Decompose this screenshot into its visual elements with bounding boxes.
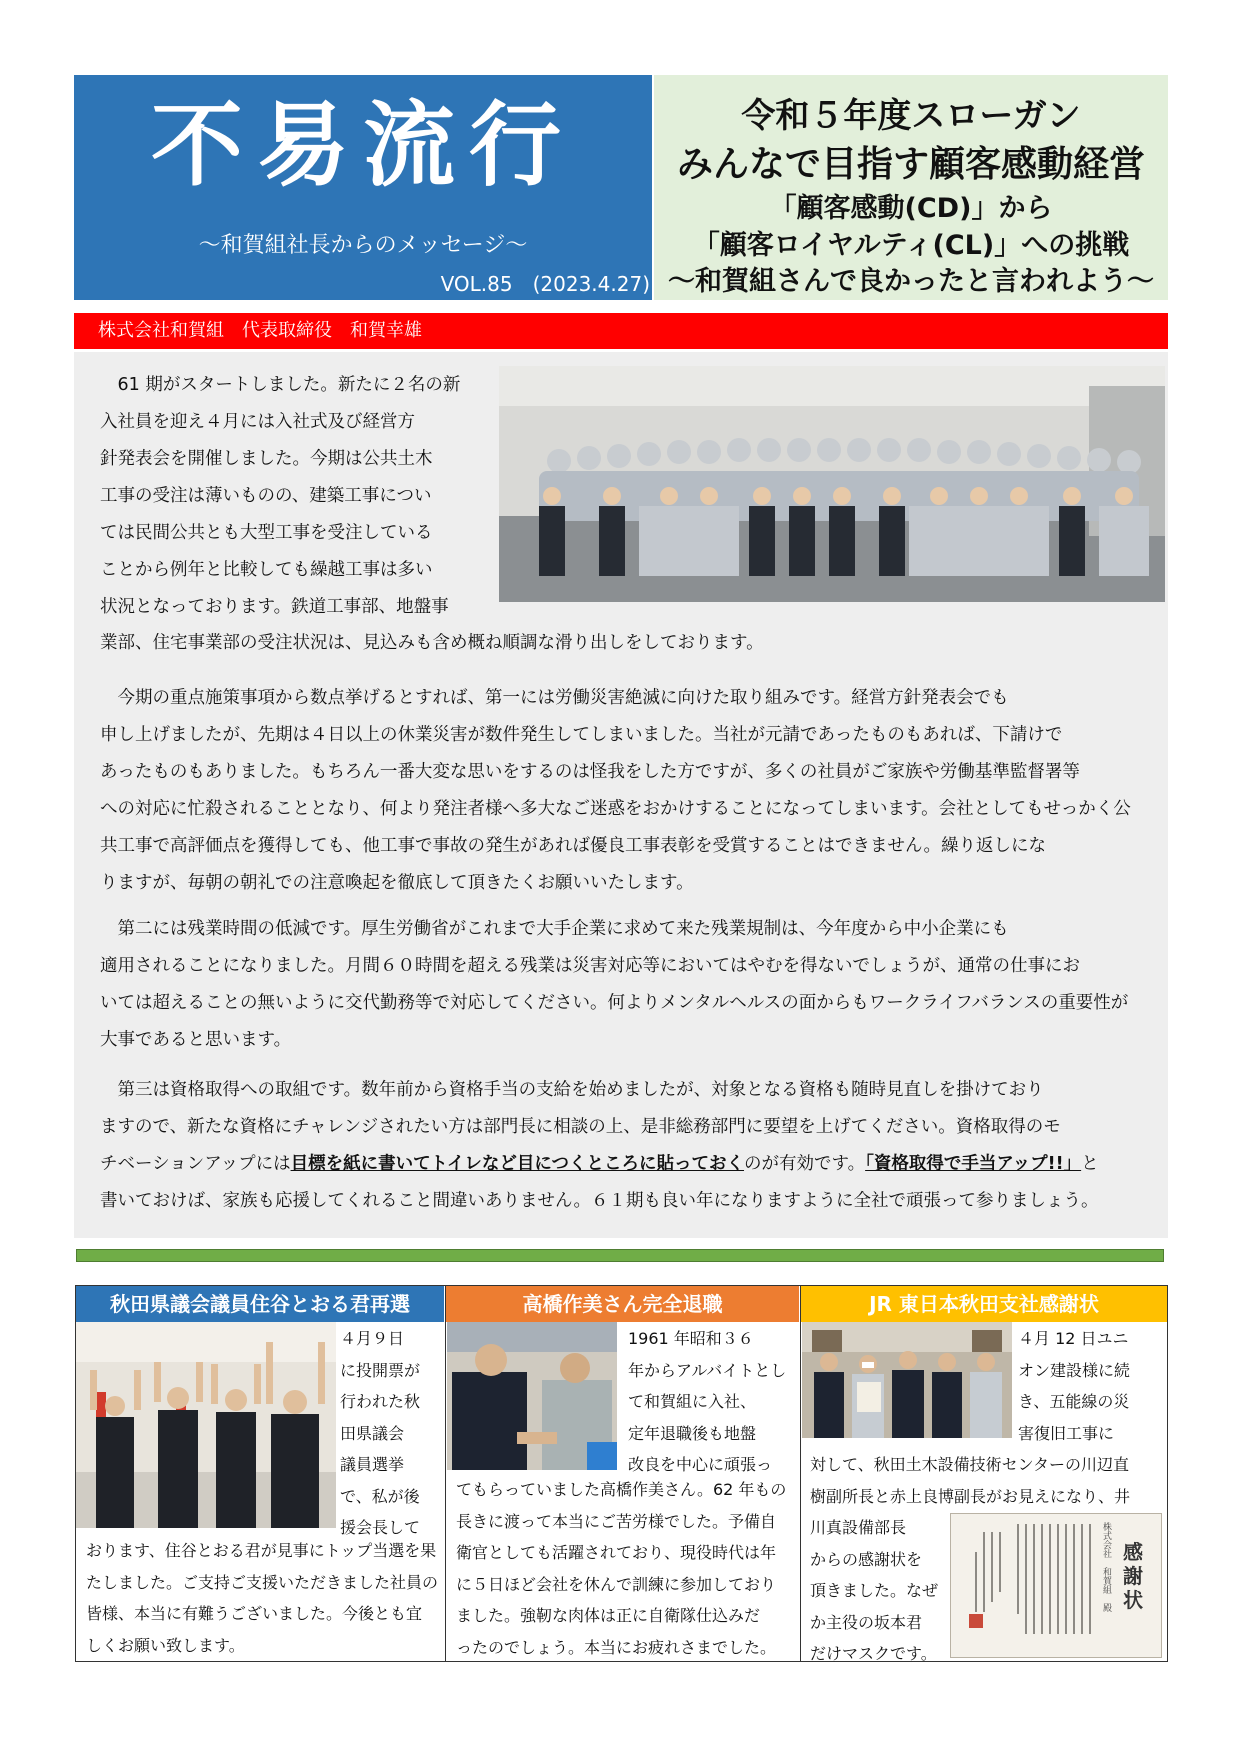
text-line: 援会長して <box>340 1518 421 1537</box>
text-line: ったのでしょう。本当にお疲れさまでした。 <box>456 1637 777 1657</box>
text-line: 樹副所長と赤上良博副長がお見えになり、井 <box>810 1486 1131 1506</box>
text-line: 長きに渡って本当にご苦労様でした。予備自 <box>456 1511 777 1531</box>
text-line: 大事であると思います。 <box>100 1030 292 1050</box>
text-line: オン建設様に続 <box>1018 1360 1131 1380</box>
column-text <box>1018 1323 1166 1449</box>
slogan-line: ～和賀組さんで良かったと言われよう～ <box>668 266 1154 297</box>
newsletter-subtitle: ～和賀組社長からのメッセージ～ <box>198 233 528 258</box>
text-line: 書いておけば、家族も応援してくれること間違いありません。６１期も良い年になりますように全社で頑張って参りましょう。 <box>100 1191 1099 1211</box>
text-line: 1961 年昭和３６ <box>628 1329 754 1348</box>
column-text <box>810 1512 945 1670</box>
certificate-text-lines <box>959 1522 1099 1650</box>
emphasis-text: 「資格取得で手当アップ!!」 <box>865 1154 1082 1174</box>
author-bar: 株式会社和賀組 代表取締役 和賀幸雄 <box>74 313 1168 349</box>
text-line: に５日ほど会社を休んで訓練に参加しており <box>456 1574 777 1594</box>
volume-date: VOL.85 (2023.4.27) <box>440 272 650 296</box>
award-photo <box>802 1322 1012 1438</box>
text-line: たしました。ご支持ご支援いただきました社員の <box>86 1572 439 1592</box>
column-text <box>340 1323 440 1544</box>
column-heading: 高橋作美さん完全退職 <box>446 1286 799 1322</box>
text-line: おります、住谷とおる君が見事にトップ当選を果 <box>86 1541 437 1560</box>
text-line: 適用されることになりました。月間６０時間を超える残業は災害対応等においてはやむを得ないでしょうが、通常の仕事にお <box>100 956 1080 976</box>
text-line: てもらっていました高橋作美さん。62 年もの <box>456 1480 787 1499</box>
slogan-line: みんなで目指す顧客感動経営 <box>676 144 1145 185</box>
text-line: 針発表会を開催しました。今期は公共土木 <box>100 449 433 469</box>
slogan-line: 令和５年度スローガン <box>741 96 1081 136</box>
group-photo <box>499 366 1165 602</box>
text-line: 第二には残業時間の低減です。厚生労働省がこれまで大手企業に求めて来た残業規制は、今年度から中小企業にも <box>100 919 1009 939</box>
column-text <box>810 1449 1166 1512</box>
certificate-title: 感謝状 <box>1123 1540 1143 1612</box>
text-span: と <box>1081 1154 1099 1174</box>
text-line: 第三は資格取得への取組です。数年前から資格手当の支給を始めましたが、対象となる資格も随時見直しを掛けており <box>100 1080 1044 1100</box>
paragraph-4 <box>100 1072 1140 1220</box>
column-heading: JR 東日本秋田支社感謝状 <box>801 1286 1167 1322</box>
text-line <box>100 1146 1140 1183</box>
retirement-photo-image <box>447 1322 617 1470</box>
emphasis-text: 目標を紙に書いてトイレなど目につくところに貼っておく <box>290 1154 745 1174</box>
paragraph-1 <box>100 367 484 626</box>
text-line: 川真設備部長 <box>810 1518 907 1537</box>
column-text <box>628 1323 800 1481</box>
text-line: 61 期がスタートしました。新たに２名の新 <box>100 375 461 395</box>
text-line: で、私が後 <box>340 1486 420 1506</box>
text-line: りますが、毎朝の朝礼での注意喚起を徹底して頂きたくお願いいたします。 <box>100 873 694 893</box>
text-line: 対して、秋田土木設備技術センターの川辺直 <box>810 1455 1130 1474</box>
retirement-photo <box>447 1322 617 1470</box>
election-photo <box>76 1322 336 1528</box>
text-line: 申し上げましたが、先期は４日以上の休業災害が数件発生してしまいました。当社が元請であったものもあれば、下請けで <box>100 725 1063 745</box>
text-line: 共工事で高評価点を獲得しても、他工事で事故の発生があれば優良工事表彰を受賞することはできません。繰り返しにな <box>100 836 1047 856</box>
text-line: ことから例年と比較しても繰越工事は多い <box>100 560 433 580</box>
text-line: 年からアルバイトとし <box>628 1360 787 1380</box>
text-line: 皆様、本当に有難うございました。今後とも宜 <box>86 1604 423 1623</box>
column-text <box>456 1474 800 1663</box>
text-line: ４月９日 <box>340 1329 405 1348</box>
column-divider <box>445 1286 446 1661</box>
section-divider <box>76 1249 1164 1262</box>
text-line: 頂きました。なぜ <box>810 1581 939 1600</box>
text-line: 工事の受注は薄いものの、建築工事につい <box>100 486 432 506</box>
slogan-line: 「顧客ロイヤルティ(CL)」への挑戦 <box>692 230 1130 261</box>
text-line: 入社員を迎え４月には入社式及び経営方 <box>100 412 415 432</box>
text-line: 議員選挙 <box>340 1455 405 1474</box>
column-heading: 秋田県議会議員住谷とおる君再選 <box>76 1286 444 1322</box>
text-line: 今期の重点施策事項から数点挙げるとすれば、第一には労働災害絶滅に向けた取り組みです。経営方針発表会でも <box>100 688 1009 708</box>
text-line: 業部、住宅事業部の受注状況は、見込みも含め概ね順調な滑り出しをしております。 <box>100 633 764 653</box>
text-line: 田県議会 <box>340 1423 405 1443</box>
text-line: て和賀組に入社、 <box>628 1392 757 1411</box>
paragraph-2 <box>100 680 1140 902</box>
column-divider <box>800 1286 801 1661</box>
text-line: いては超えることの無いように交代勤務等で対応してください。何よりメンタルヘルスの面からもワークライフバランスの重要性が <box>100 993 1129 1013</box>
text-span: チベーションアップには <box>100 1154 291 1174</box>
award-photo-image <box>802 1322 1012 1438</box>
text-line: あったものもありました。もちろん一番大変な思いをするのは怪我をした方ですが、多くの社員がご家族や労働基準監督署等 <box>100 762 1080 782</box>
election-photo-image <box>76 1322 336 1528</box>
text-line: き、五能線の災 <box>1018 1392 1130 1411</box>
text-line: からの感謝状を <box>810 1549 923 1569</box>
text-span: のが有効です。 <box>744 1154 866 1174</box>
slogan-line: 「顧客感動(CD)」から <box>769 193 1053 224</box>
group-photo-image <box>499 366 1165 602</box>
text-line: 衛官としても活躍されており、現役時代は年 <box>456 1543 777 1562</box>
text-line: ４月 12 日ユニ <box>1018 1329 1129 1348</box>
text-line: ては民間公共とも大型工事を受注している <box>100 523 433 543</box>
text-line: 定年退職後も地盤 <box>628 1423 757 1443</box>
text-line: 行われた秋 <box>340 1392 421 1411</box>
newsletter-title: 不易流行 <box>150 91 575 199</box>
text-line: ました。強靭な肉体は正に自衛隊仕込みだ <box>456 1606 761 1625</box>
text-line: か主役の坂本君 <box>810 1612 923 1632</box>
text-line: しくお願い致します。 <box>86 1635 245 1655</box>
text-line: 状況となっております。鉄道工事部、地盤事 <box>100 597 449 617</box>
certificate-recipient: 株式会社 和賀組 殿 <box>1101 1522 1111 1612</box>
text-line: 害復旧工事に <box>1018 1423 1115 1443</box>
certificate-image <box>950 1513 1162 1658</box>
text-line: 改良を中心に頑張っ <box>628 1455 773 1474</box>
text-line: への対応に忙殺されることとなり、何より発注者様へ多大なご迷惑をおかけすることになってしまいます。会社としてもせっかく公 <box>100 799 1131 819</box>
paragraph-3 <box>100 911 1140 1059</box>
column-text <box>86 1535 442 1661</box>
text-line: だけマスクです。 <box>810 1644 937 1663</box>
text-line: に投開票が <box>340 1360 421 1380</box>
text-line: ますので、新たな資格にチャレンジされたい方は部門長に相談の上、是非総務部門に要望を上げてください。資格取得のモ <box>100 1117 1061 1137</box>
